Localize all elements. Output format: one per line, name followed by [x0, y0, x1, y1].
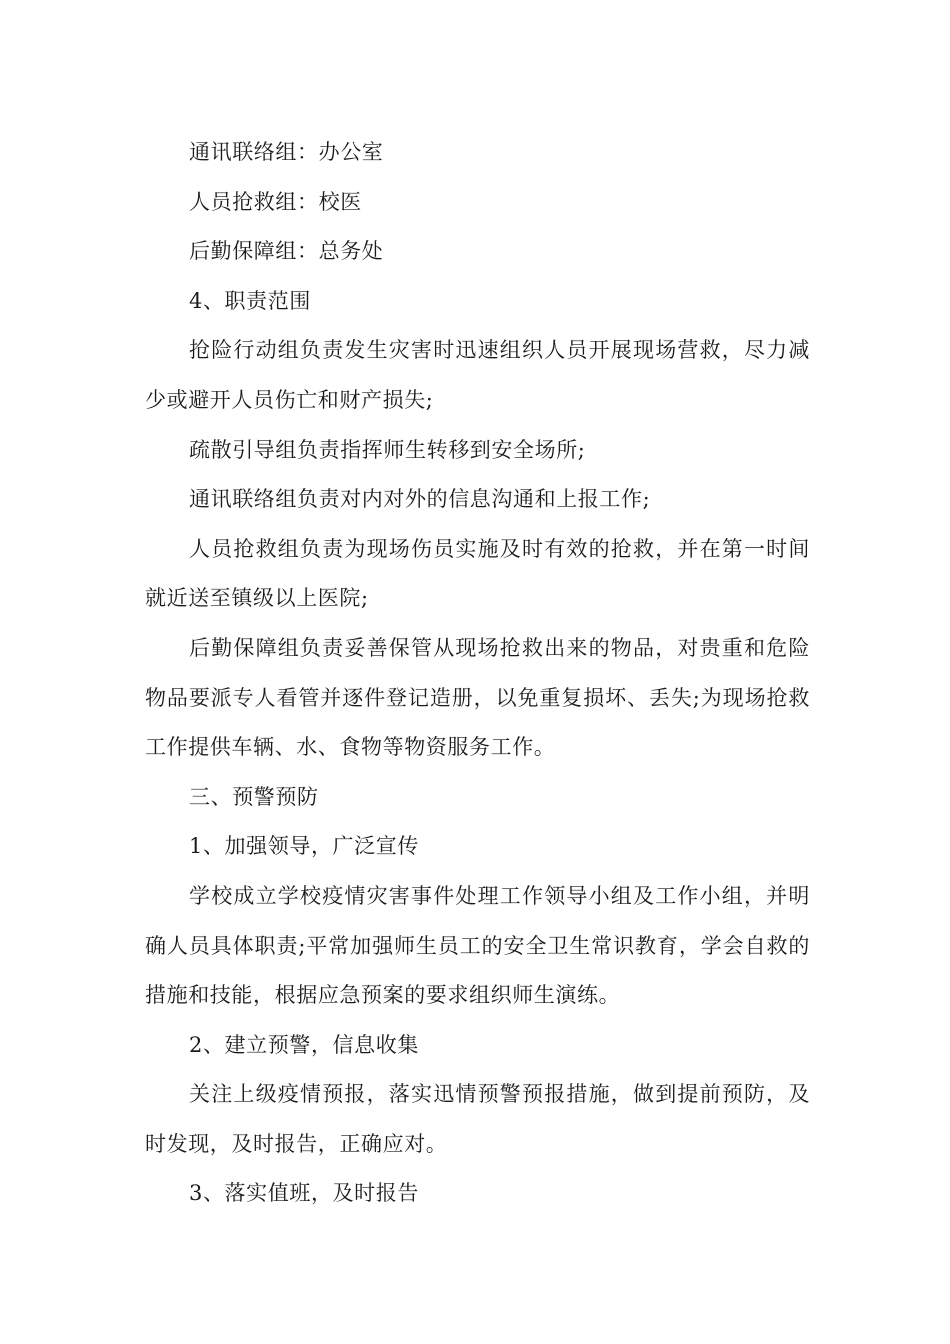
paragraph-action-duty: 抢险行动组负责发生灾害时迅速组织人员开展现场营救，尽力减少或避开人员伤亡和财产损失;: [145, 338, 810, 412]
subheading-duty-shift: 3、落实值班，及时报告: [189, 1181, 419, 1206]
paragraph-logistics-group: 后勤保障组：总务处: [189, 239, 384, 264]
paragraph-rescue-duty: 人员抢救组负责为现场伤员实施及时有效的抢救，并在第一时间就近送至镇级以上医院;: [145, 536, 810, 611]
subheading-warning: 2、建立预警，信息收集: [189, 1032, 419, 1057]
paragraph-evacuation-duty: 疏散引导组负责指挥师生转移到安全场所;: [189, 437, 586, 462]
section-heading-prevention: 三、预警预防: [189, 784, 319, 809]
paragraph-contact-duty: 通讯联络组负责对内对外的信息沟通和上报工作;: [189, 487, 651, 512]
paragraph-rescue-group: 人员抢救组：校医: [189, 189, 362, 214]
paragraph-contact-group: 通讯联络组：办公室: [189, 140, 384, 164]
paragraph-logistics-duty: 后勤保障组负责妥善保管从现场抢救出来的物品，对贵重和危险物品要派专人看管并逐件登记造册，以免重复损坏、丢失;为现场抢救工作提供车辆、水、食物等物资服务工作。: [145, 635, 810, 760]
subheading-leadership: 1、加强领导，广泛宣传: [189, 834, 419, 859]
section-heading-responsibilities: 4、职责范围: [189, 288, 311, 313]
document-body: [145, 128, 810, 1219]
paragraph-leadership: 学校成立学校疫情灾害事件处理工作领导小组及工作小组，并明确人员具体职责;平常加强师生员工的安全卫生常识教育，学会自救的措施和技能，根据应急预案的要求组织师生演练。: [145, 883, 810, 1008]
paragraph-warning: 关注上级疫情预报，落实迅情预警预报措施，做到提前预防，及时发现，及时报告，正确应对。: [145, 1082, 810, 1156]
